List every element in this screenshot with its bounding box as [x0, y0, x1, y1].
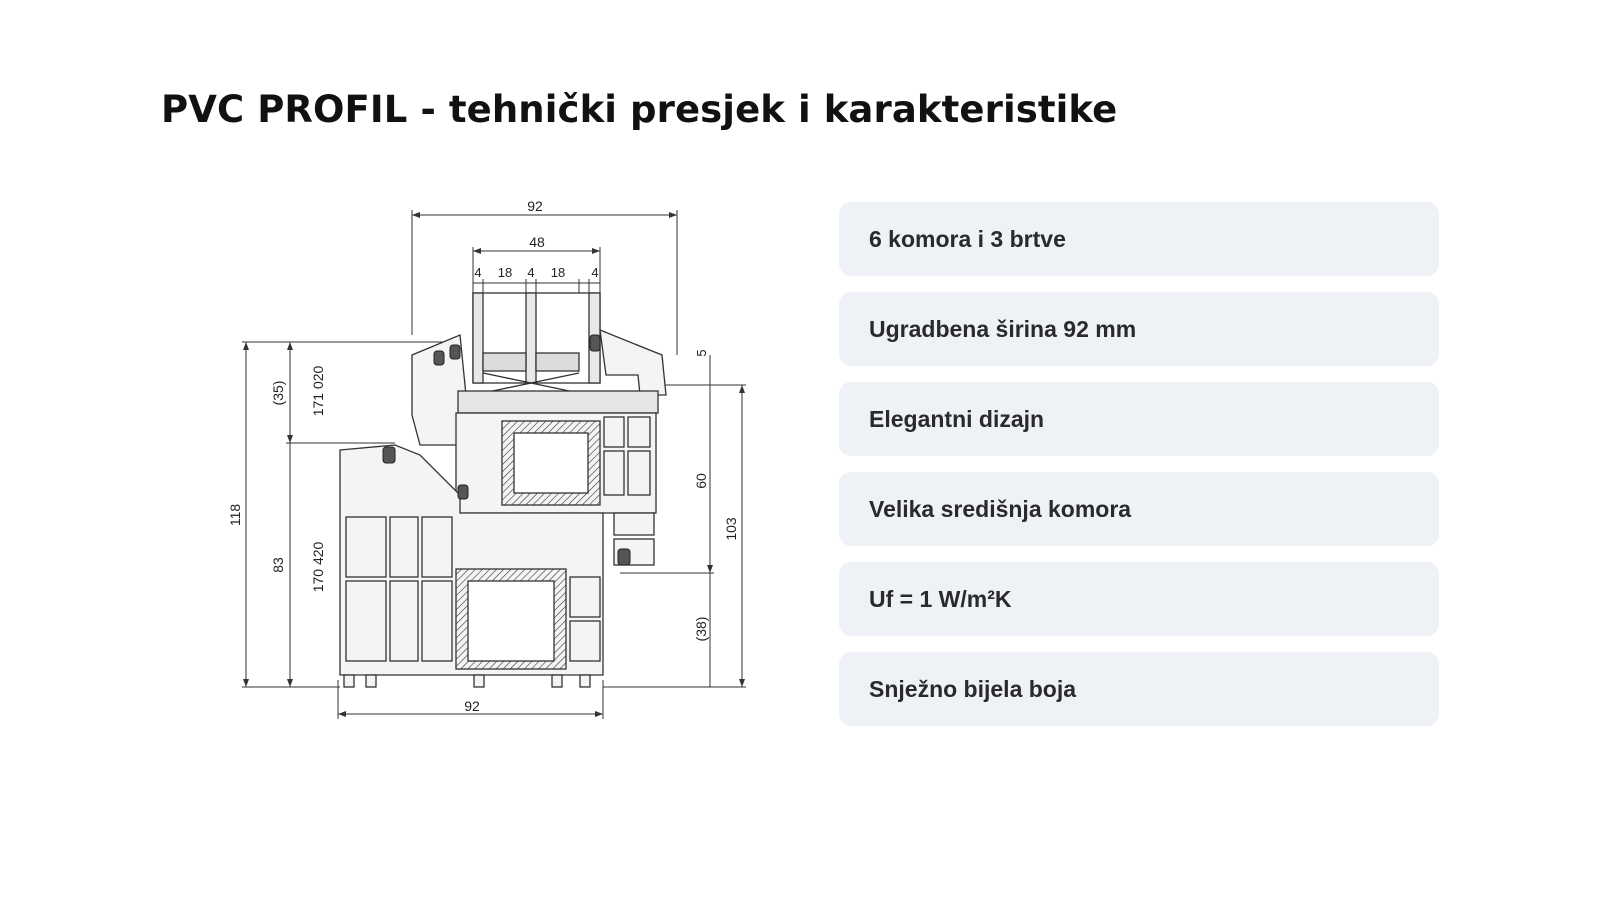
feature-item: Ugradbena širina 92 mm — [839, 292, 1439, 366]
feature-list — [839, 202, 1439, 742]
dim-glass-part: 4 — [474, 265, 482, 280]
feature-item: Uf = 1 W/m²K — [839, 562, 1439, 636]
dim-left-upper: (35) — [270, 380, 286, 406]
feature-item: Elegantni dizajn — [839, 382, 1439, 456]
profile-cross-section-diagram — [220, 195, 780, 740]
dim-bottom-width: 92 — [464, 698, 480, 714]
page-title: PVC PROFIL - tehnički presjek i karakteristike — [161, 88, 1118, 131]
dim-glass-part: 18 — [550, 265, 566, 280]
dim-top-width: 92 — [527, 198, 543, 214]
dim-right-mid: 60 — [693, 473, 709, 489]
feature-item: 6 komora i 3 brtve — [839, 202, 1439, 276]
dim-glass-part: 4 — [527, 265, 535, 280]
feature-item: Velika središnja komora — [839, 472, 1439, 546]
dim-glass-part: 18 — [497, 265, 513, 280]
feature-item: Snježno bijela boja — [839, 652, 1439, 726]
dim-right-lower: (38) — [693, 616, 709, 642]
dim-left-total: 118 — [227, 503, 243, 527]
dim-right-total: 103 — [723, 517, 739, 541]
dim-profile-upper: 171 020 — [310, 365, 326, 417]
profile-body — [340, 293, 666, 687]
dim-glass-width: 48 — [529, 234, 545, 250]
dim-right-small: 5 — [694, 349, 709, 357]
dim-profile-lower: 170 420 — [310, 541, 326, 593]
dim-left-lower: 83 — [270, 557, 286, 573]
dim-glass-part: 4 — [591, 265, 599, 280]
